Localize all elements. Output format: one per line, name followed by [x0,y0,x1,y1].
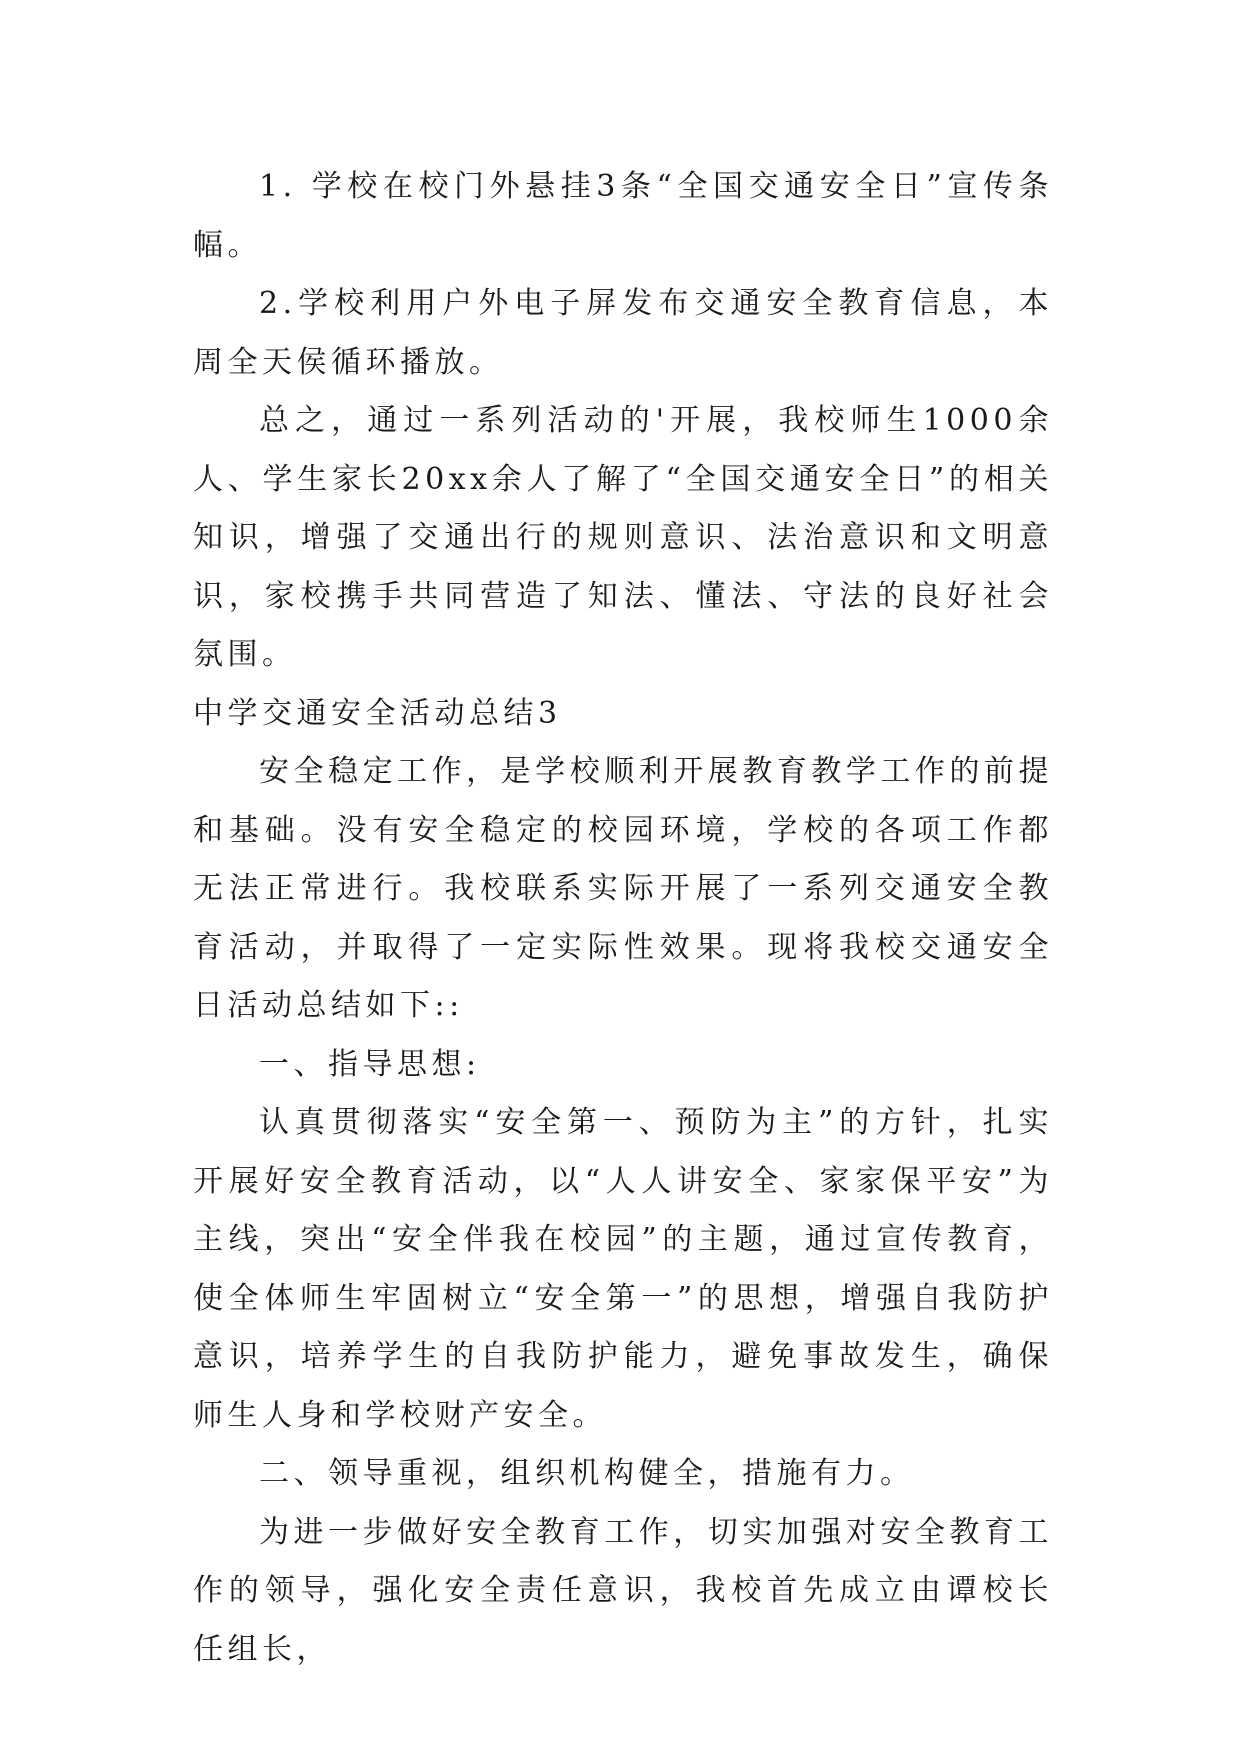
section-heading: 中学交通安全活动总结3 [193,695,562,731]
subheading-leadership: 二、领导重视，组织机构健全，措施有力。 [259,1456,915,1491]
subheading-guiding-thought: 一、指导思想: [259,1046,481,1082]
paragraph-screen: 2.学校利用户外电子屏发布交通安全教育信息，本周全天侯循环播放。 [193,286,1053,380]
document-body [193,158,1053,1679]
paragraph-intro: 安全稳定工作，是学校顺利开展教育教学工作的前提和基础。没有安全稳定的校园环境，学校的各项工作都无法正常进行。我校联系实际开展了一系列交通安全教育活动，并取得了一定实际性效果。现将我校交通安全日活动总结如下:: [193,754,1053,1023]
paragraph-leadership: 为进一步做好安全教育工作，切实加强对安全教育工作的领导，强化安全责任意识，我校首先成立由谭校长任组长， [193,1514,1053,1667]
paragraph-summary: 总之，通过一系列活动的'开展，我校师生1000余人、学生家长20xx余人了解了“全国交通安全日”的相关知识，增强了交通出行的规则意识、法治意识和文明意识，家校携手共同营造了知法、懂法、守法的良好社会氛围。 [193,403,1053,672]
paragraph-guiding-thought: 认真贯彻落实“安全第一、预防为主”的方针，扎实开展好安全教育活动，以“人人讲安全、家家保平安”为主线，突出“安全伴我在校园”的主题，通过宣传教育，使全体师生牢固树立“安全第一”的思想，增强自我防护意识，培养学生的自我防护能力，避免事故发生，确保师生人身和学校财产安全。 [193,1105,1053,1433]
paragraph-banner: 1. 学校在校门外悬挂3条“全国交通安全日”宣传条幅。 [193,169,1053,263]
